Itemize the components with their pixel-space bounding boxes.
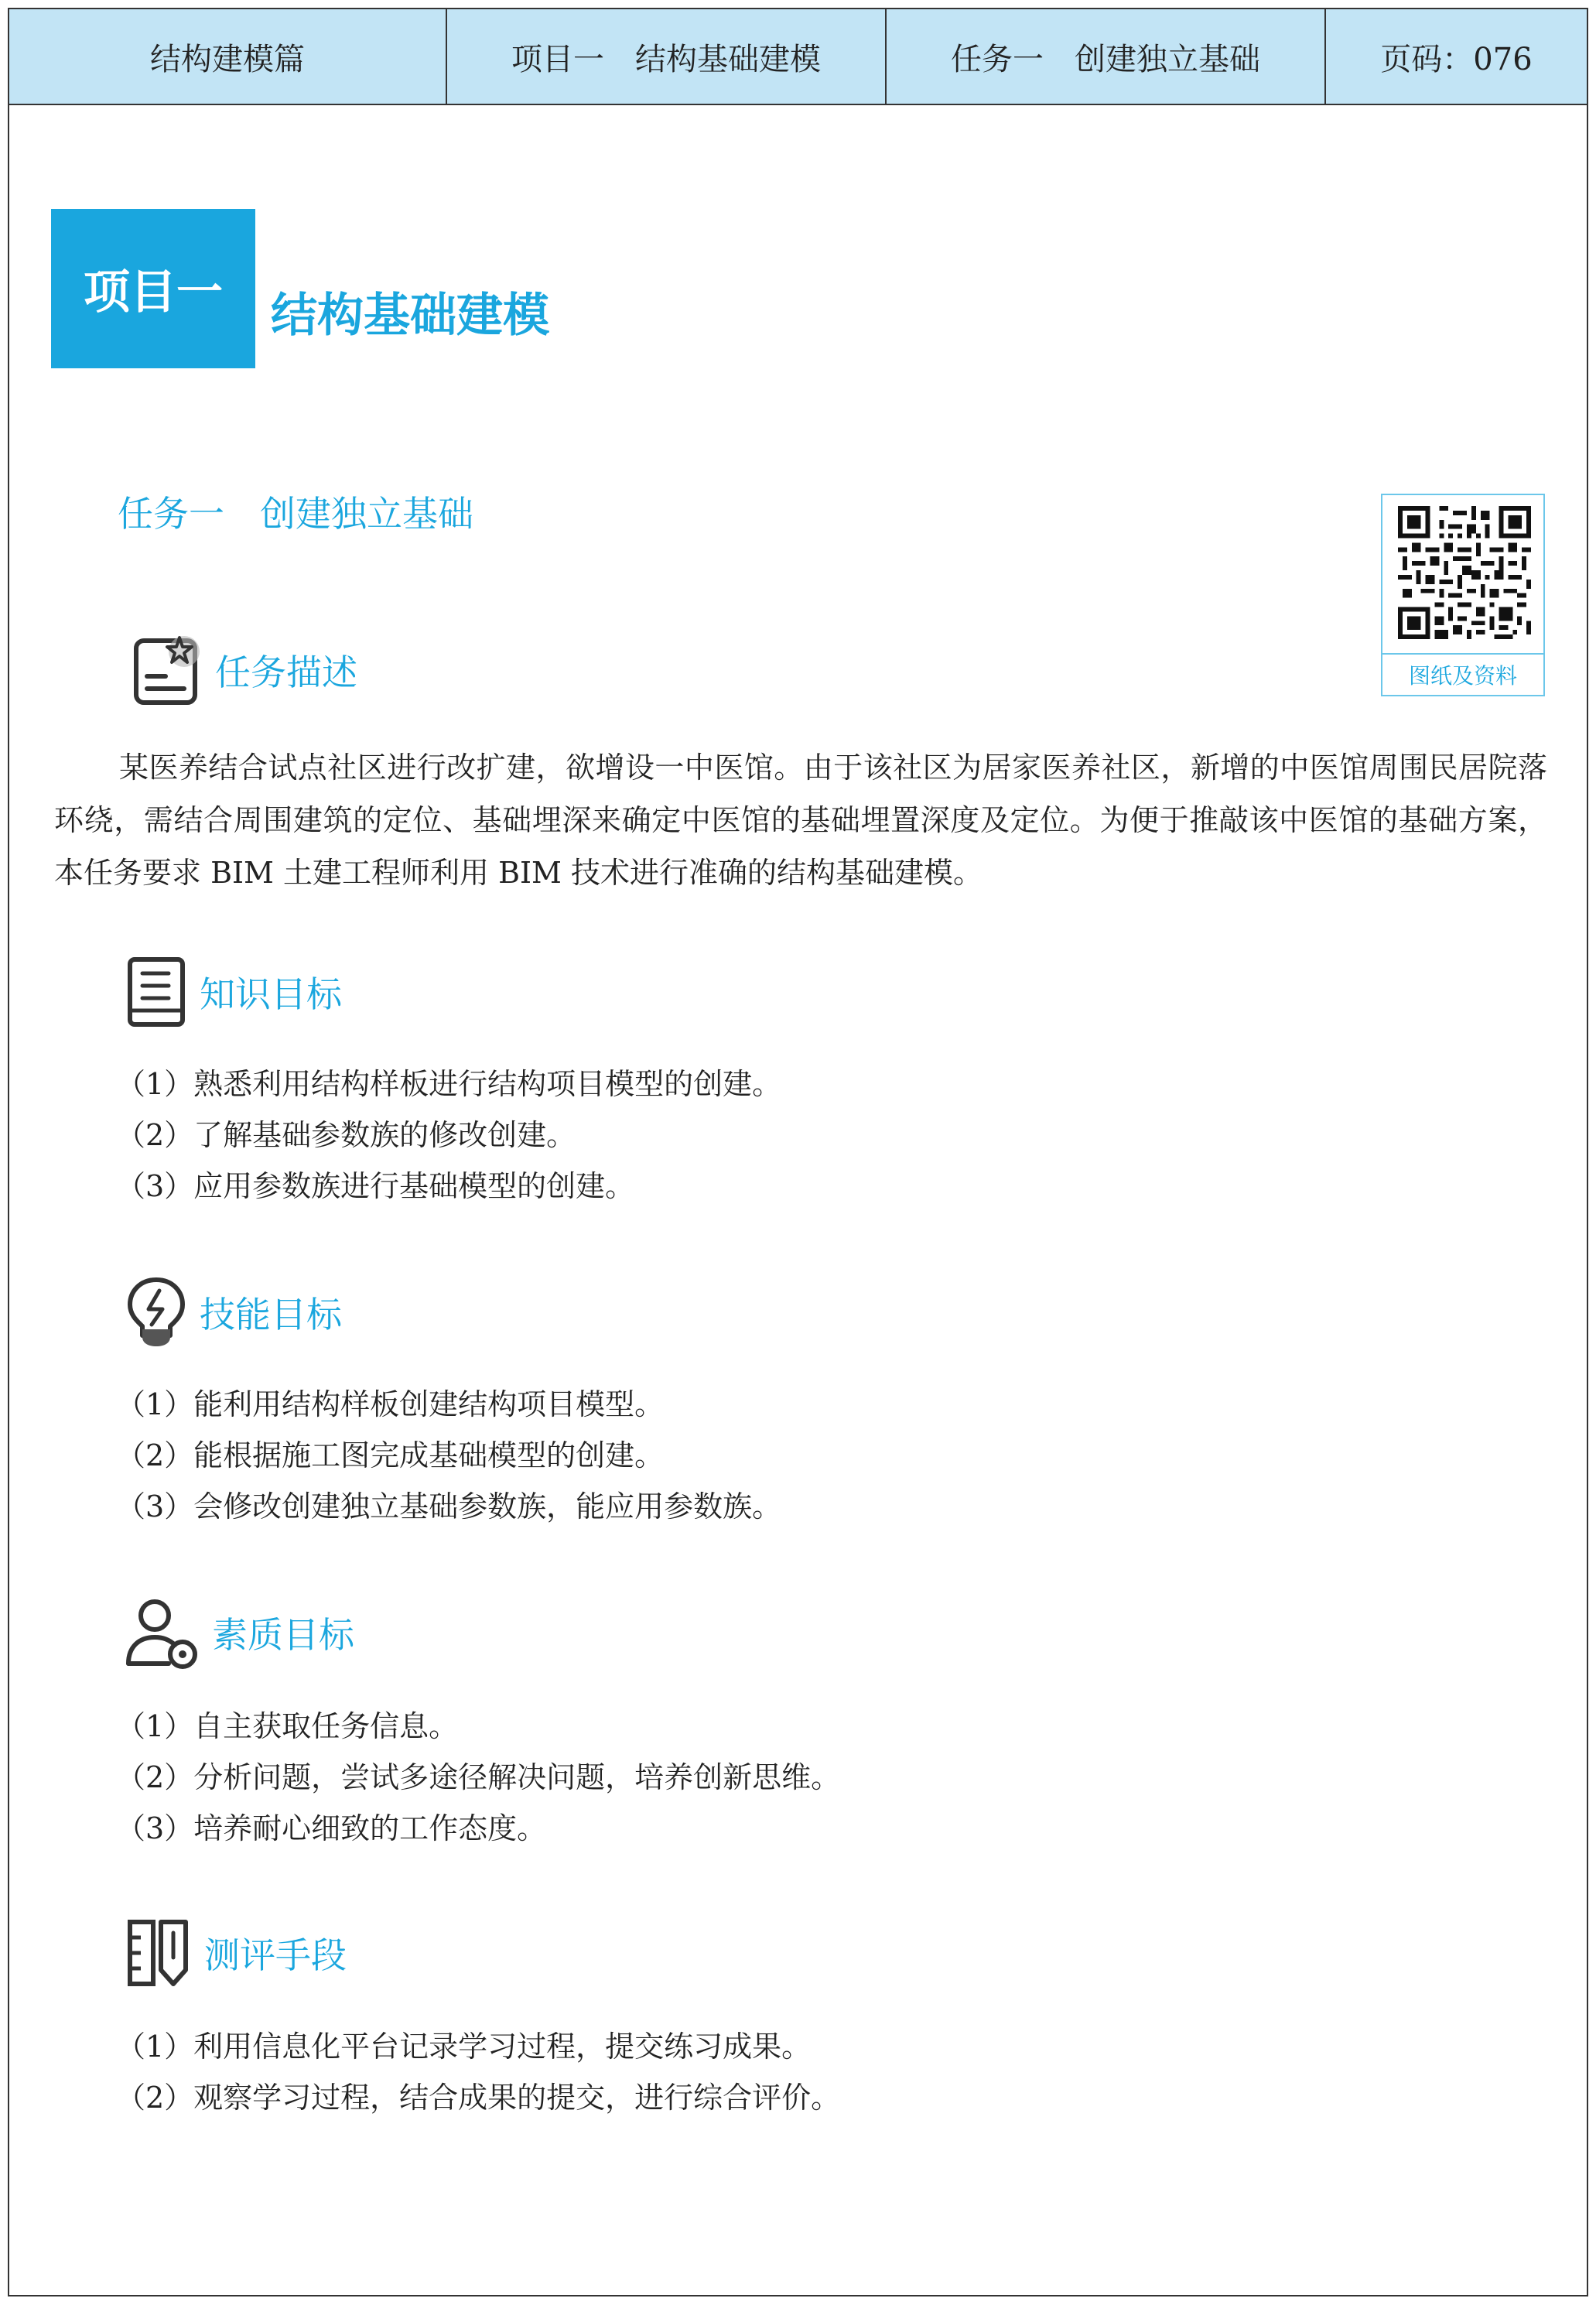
list-item: （3）应用参数族进行基础模型的创建。 [116, 1169, 635, 1203]
header-project: 项目一 结构基础建模 [447, 9, 887, 104]
list-item: （2）了解基础参数族的修改创建。 [116, 1118, 576, 1152]
skill-goals-list [116, 1379, 781, 1532]
project-label: 项目一 [51, 209, 255, 368]
list-item: （3）会修改创建独立基础参数族，能应用参数族。 [116, 1489, 782, 1524]
ruler-pencil-icon [124, 1916, 193, 1990]
list-item: （1）熟悉利用结构样板进行结构项目模型的创建。 [116, 1067, 782, 1101]
section-skill-goals [124, 1275, 342, 1349]
section-assessment [124, 1916, 347, 1990]
list-item: （1）自主获取任务信息。 [116, 1709, 459, 1743]
task-title: 任务一 创建独立基础 [118, 493, 473, 535]
book-icon [124, 955, 189, 1029]
knowledge-goals-list [116, 1058, 781, 1212]
qr-code-label: 图纸及资料 [1382, 653, 1543, 695]
list-item: （3）培养耐心细致的工作态度。 [116, 1811, 547, 1845]
section-task-description [130, 633, 357, 707]
qr-code-icon[interactable] [1398, 506, 1531, 639]
person-badge-icon [124, 1595, 201, 1670]
section-quality-goals [124, 1595, 354, 1670]
header-page-number: 页码：076 [1380, 41, 1533, 77]
quality-goals-list [116, 1701, 840, 1854]
header-task: 任务一 创建独立基础 [887, 9, 1326, 104]
qr-code-panel[interactable] [1381, 494, 1545, 696]
section-heading: 测评手段 [204, 1934, 347, 1976]
running-header [8, 8, 1588, 105]
project-title: 结构基础建模 [271, 289, 549, 343]
list-item: （2）观察学习过程，结合成果的提交，进行综合评价。 [116, 2081, 841, 2115]
list-item: （1）利用信息化平台记录学习过程，提交练习成果。 [116, 2030, 812, 2064]
task-description-text: 某医养结合试点社区进行改扩建，欲增设一中医馆。由于该社区为居家医养社区，新增的中医馆周围民居院落环绕，需结合周围建筑的定位、基础埋深来确定中医馆的基础埋置深度及定位。为便于推敲该中医馆的基础方案，本任务要求 BIM 土建工程师利用 BIM 技术进行准确的结构基础建模。 [54, 751, 1547, 890]
lightbulb-icon [124, 1275, 189, 1349]
section-heading: 任务描述 [215, 651, 357, 693]
document-star-icon [130, 633, 204, 707]
section-heading: 知识目标 [200, 973, 342, 1015]
assessment-list [116, 2021, 840, 2123]
header-part: 结构建模篇 [9, 9, 447, 104]
list-item: （2）能根据施工图完成基础模型的创建。 [116, 1438, 665, 1472]
list-item: （1）能利用结构样板创建结构项目模型。 [116, 1387, 665, 1421]
list-item: （2）分析问题，尝试多途径解决问题，培养创新思维。 [116, 1760, 841, 1794]
section-heading: 素质目标 [212, 1614, 354, 1656]
section-heading: 技能目标 [200, 1294, 342, 1335]
section-knowledge-goals [124, 955, 342, 1029]
